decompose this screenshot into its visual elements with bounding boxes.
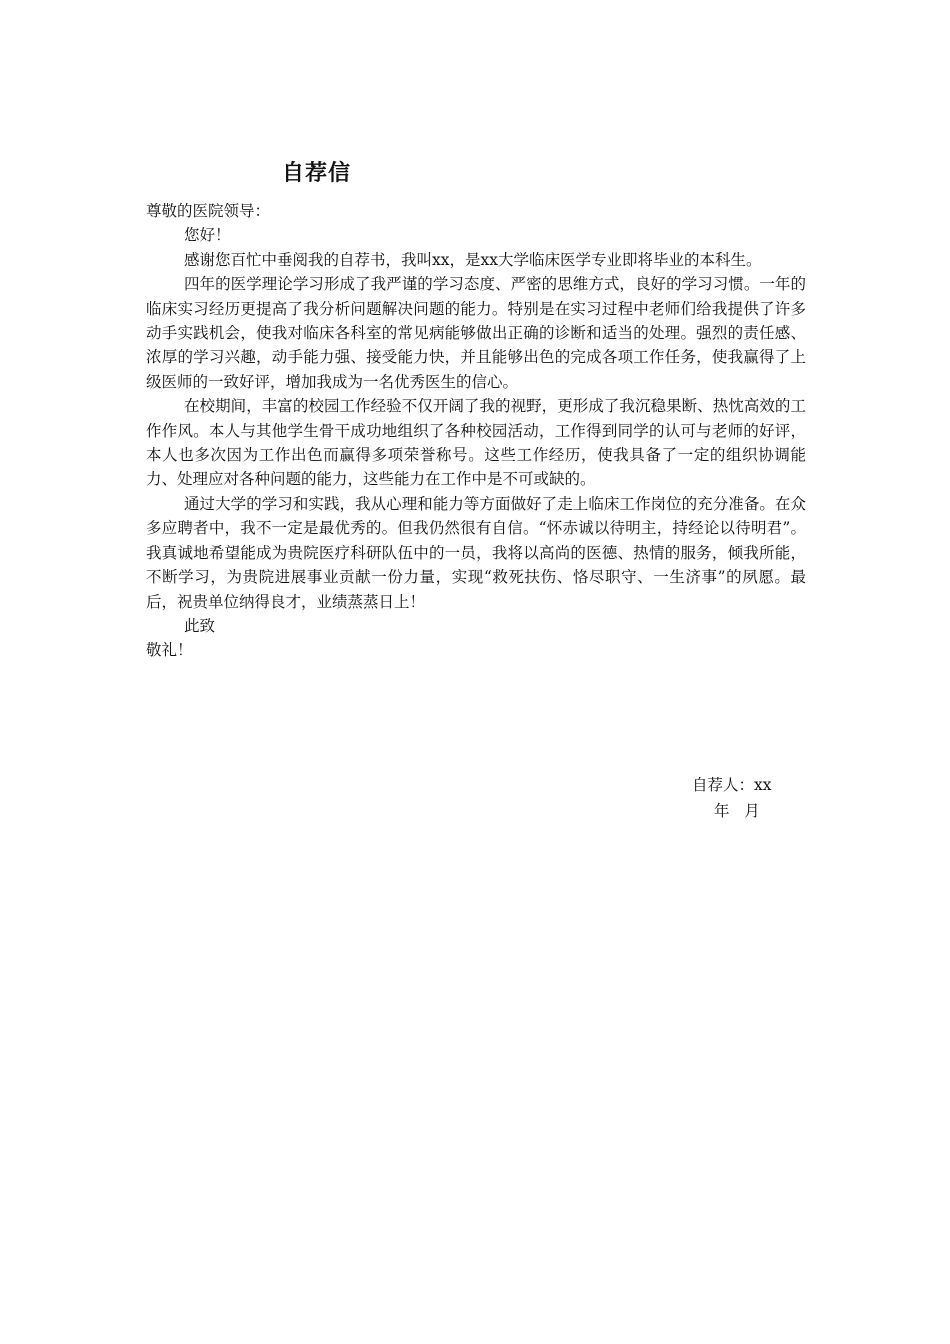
signature-date: 年 月 — [714, 802, 760, 820]
paragraph-thanks: 感谢您百忙中垂阅我的自荐书，我叫xx，是xx大学临床医学专业即将毕业的本科生。 — [184, 250, 762, 269]
signature-name: 自荐人：xx — [692, 776, 772, 794]
paragraph-campus: 在校期间，丰富的校园工作经验不仅开阔了我的视野，更形成了我沉稳果断、热忱高效的工作作风。本人与其他学生骨干成功地组织了各种校园活动，工作得到同学的认可与老师的好评，本人也多次因为工作出色而赢得多项荣誉称号。这些工作经历，使我具备了一定的组织协调能力、处理应对各种问题的能力，这些能力在工作中是不可或缺的。 — [146, 397, 806, 489]
salutation: 尊敬的医院领导： — [146, 202, 271, 220]
signature-block — [692, 772, 771, 824]
greeting: 您好！ — [184, 226, 231, 245]
paragraph-study: 四年的医学理论学习形成了我严谨的学习态度、严密的思维方式，良好的学习习惯。一年的临床实习经历更提高了我分析问题解决问题的能力。特别是在实习过程中老师们给我提供了许多动手实践机会，使我对临床各科室的常见病能够做出正确的诊断和适当的处理。强烈的责任感、浓厚的学习兴趣，动手能力强、接受能力快，并且能够出色的完成各项工作任务，使我赢得了上级医师的一致好评，增加我成为一名优秀医生的信心。 — [146, 275, 806, 391]
closing-respectfully: 此致 — [184, 616, 216, 635]
paragraph-conclusion: 通过大学的学习和实践，我从心理和能力等方面做好了走上临床工作岗位的充分准备。在众多应聘者中，我不一定是最优秀的。但我仍然很有自信。“怀赤诚以待明主，持经论以待明君”。我真诚地希望能成为贵院医疗科研队伍中的一员，我将以高尚的医德、热情的服务，倾我所能，不断学习，为贵院进展事业贡献一份力量，实现“救死扶伤、恪尽职守、一生济事”的夙愿。最后，祝贵单位纳得良才，业绩蒸蒸日上！ — [146, 494, 806, 611]
letter-title: 自荐信 — [282, 160, 352, 186]
closing-salute: 敬礼！ — [146, 641, 193, 660]
letter-body — [146, 199, 806, 663]
